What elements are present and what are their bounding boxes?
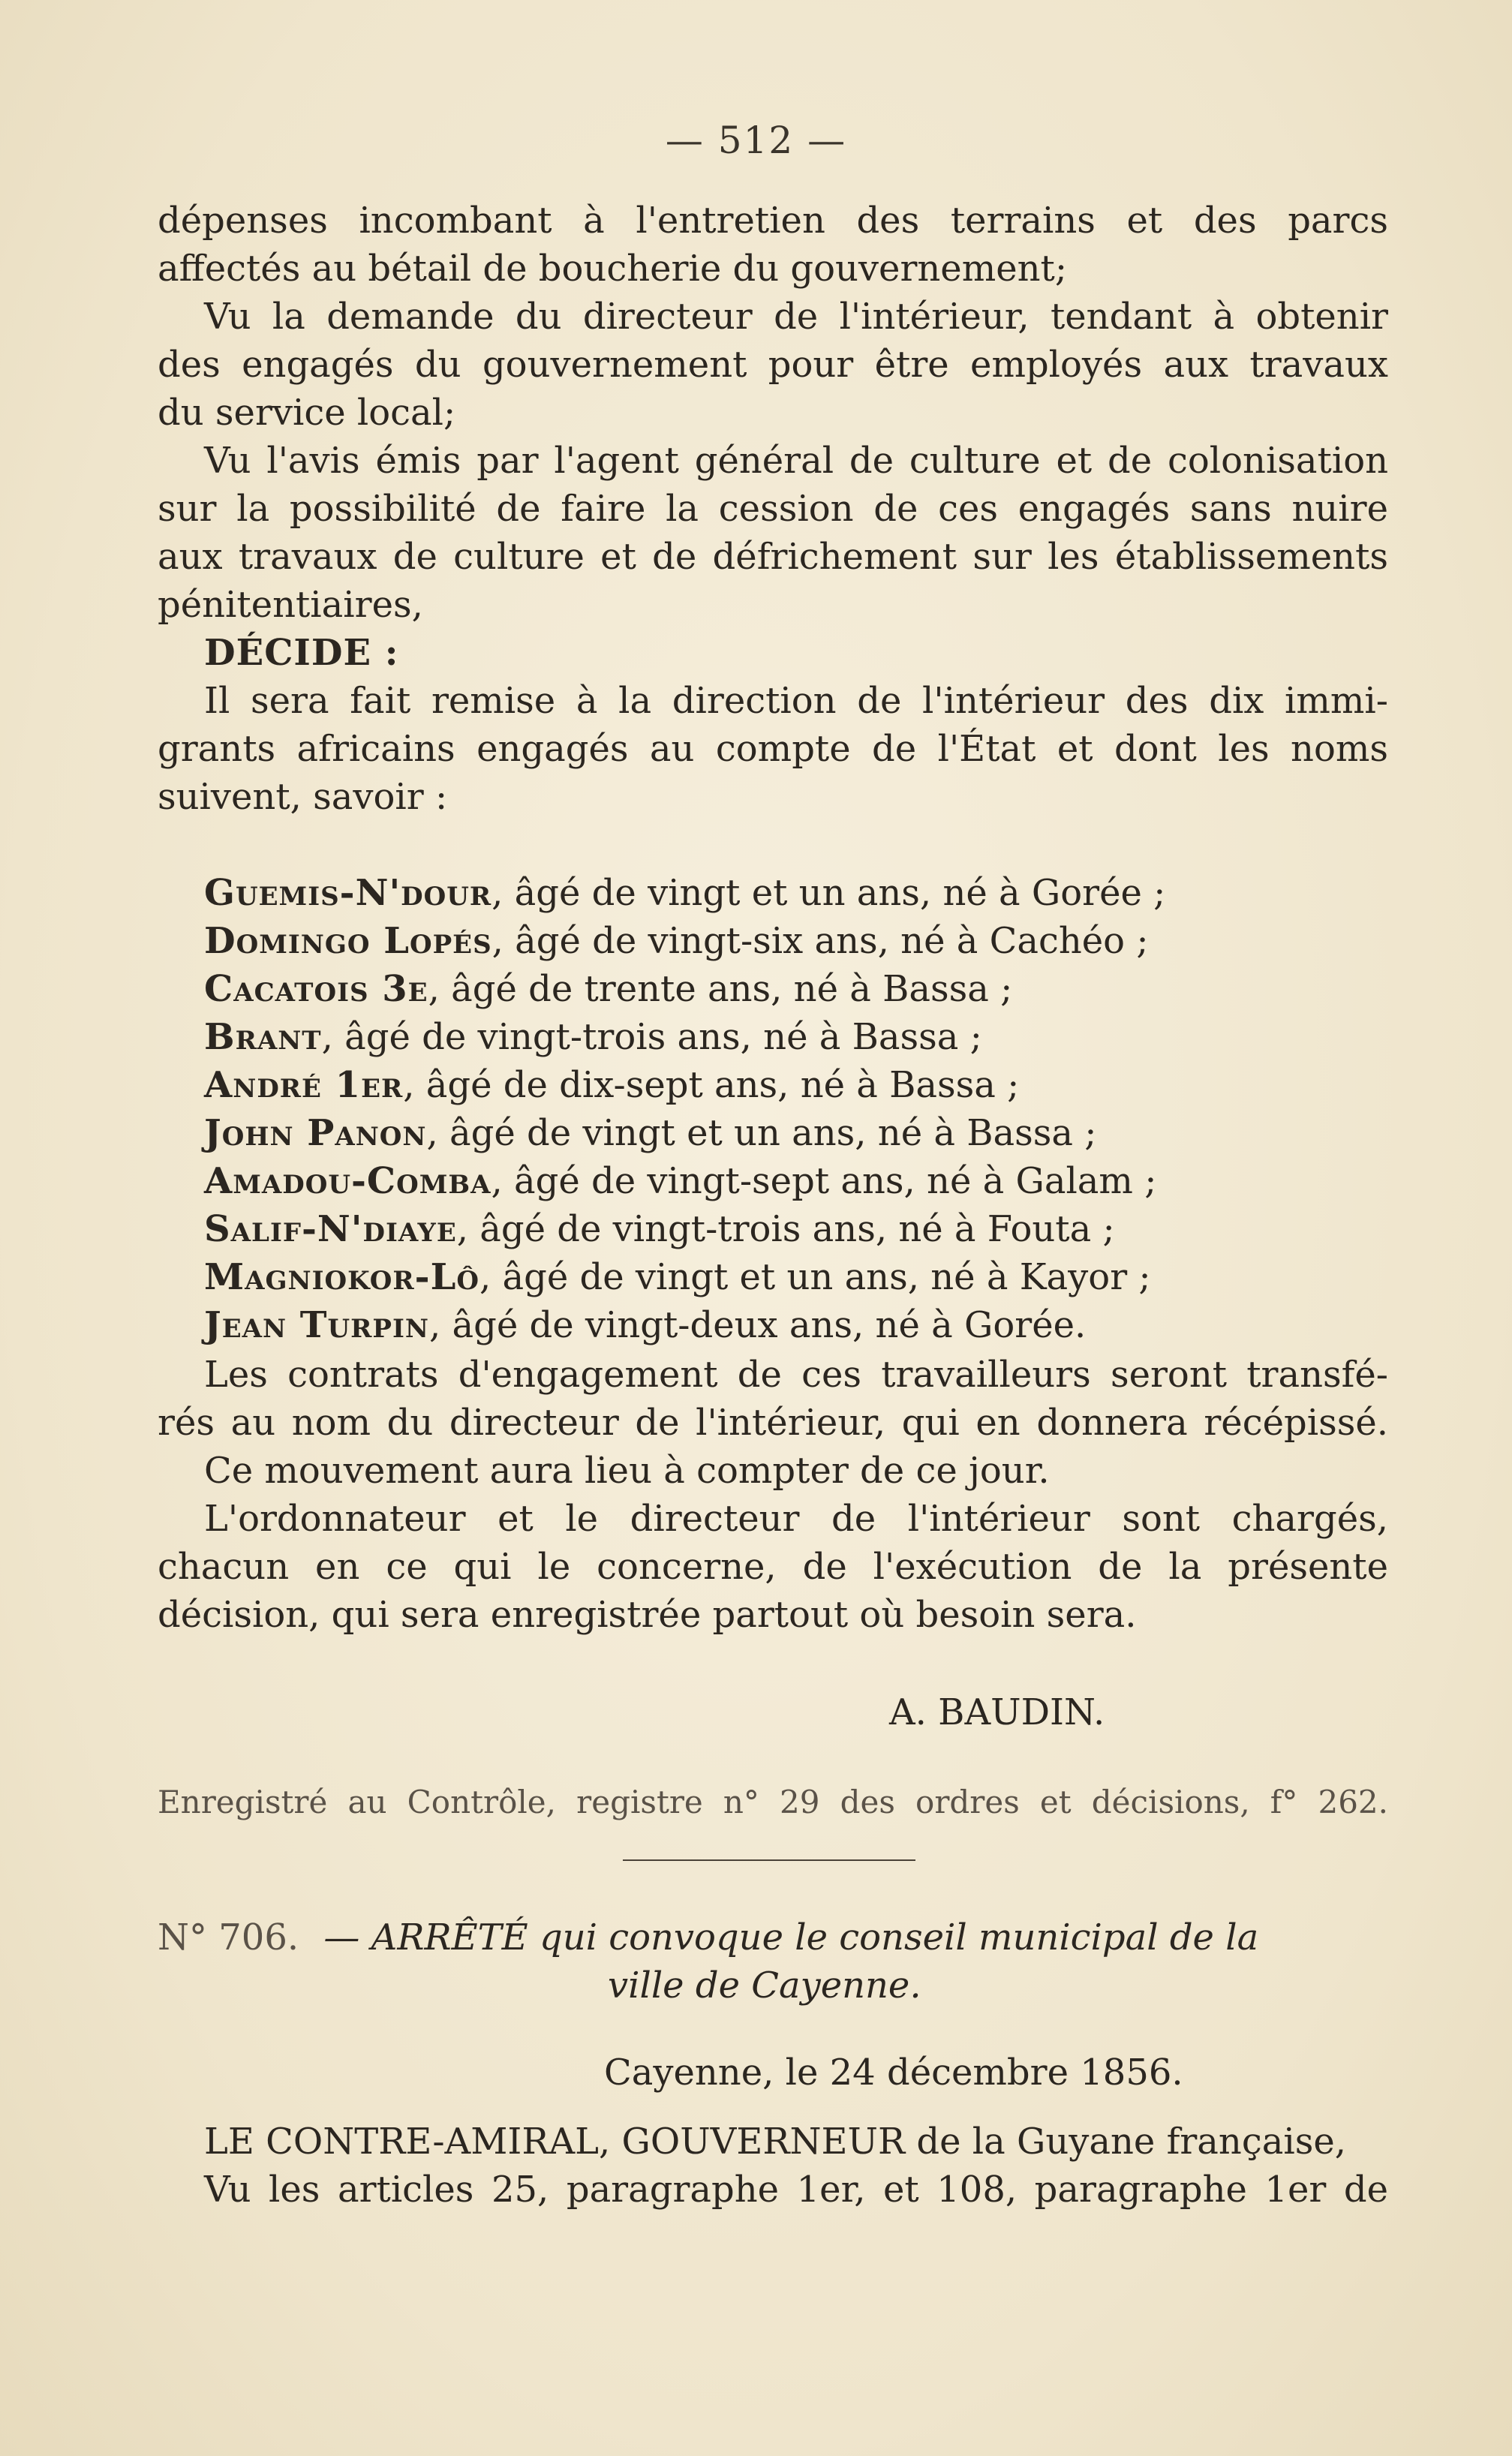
immigrant-details: , âgé de vingt et un ans, né à Gorée ; (491, 872, 1166, 914)
list-item (158, 1109, 1388, 1157)
immigrant-details: , âgé de vingt-sept ans, né à Galam ; (491, 1160, 1157, 1202)
text-line: décision, qui sera enregistrée partout où besoin sera. (158, 1594, 1137, 1636)
list-item (158, 869, 1388, 917)
registration-note: Enregistré au Contrôle, registre n° 29 des ordres et décisions, f° 262. (158, 1784, 1388, 1820)
text-line: rés au nom du directeur de l'intérieur, qui en donnera récépissé. (158, 1402, 1388, 1444)
immigrant-name: Salif-N'diaye (204, 1208, 457, 1250)
text-line: pénitentiaires, (158, 584, 423, 626)
closing-body (158, 1351, 1388, 1639)
immigrant-name: John Panon (204, 1112, 427, 1154)
arrete-date-block (158, 2049, 1388, 2097)
signature-block (158, 1688, 1388, 1736)
section-divider (623, 1859, 915, 1861)
text-line: suivent, savoir : (158, 776, 448, 818)
immigrant-details: , âgé de vingt et un ans, né à Bassa ; (426, 1112, 1097, 1154)
text-line: du service local; (158, 392, 456, 434)
list-item (158, 965, 1388, 1013)
immigrant-list (158, 869, 1388, 1349)
text-line: des engagés du gouvernement pour être employés aux travaux (158, 344, 1388, 386)
immigrant-name: Guemis-N'dour (204, 872, 492, 914)
immigrant-details: , âgé de vingt-trois ans, né à Fouta ; (456, 1208, 1115, 1250)
arrete-number: N° 706. (158, 1916, 299, 1958)
text-line: Vu l'avis émis par l'agent général de culture et de colonisation (204, 440, 1388, 482)
arrete-date: Cayenne, le 24 décembre 1856. (604, 2052, 1183, 2094)
immigrant-name: Cacatois 3e (204, 968, 428, 1010)
text-line: L'ordonnateur et le directeur de l'intérieur sont chargés, (204, 1498, 1388, 1540)
list-item (158, 1157, 1388, 1205)
arrete-title (158, 1913, 1388, 1961)
text-line: grants africains engagés au compte de l'État et dont les noms (158, 728, 1388, 770)
text-line: aux travaux de culture et de défrichement sur les établissements (158, 536, 1388, 578)
text-line: chacun en ce qui le concerne, de l'exécution de la présente (158, 1546, 1388, 1588)
immigrant-name: Amadou-Comba (204, 1160, 491, 1202)
text-line: Les contrats d'engagement de ces travailleurs seront transfé- (204, 1354, 1388, 1396)
immigrant-name: Jean Turpin (204, 1304, 429, 1346)
arrete-body (158, 2118, 1388, 2214)
immigrant-name: Brant (204, 1016, 322, 1058)
text-line: Il sera fait remise à la direction de l'intérieur des dix immi- (204, 680, 1388, 722)
immigrant-details: , âgé de trente ans, né à Bassa ; (428, 968, 1013, 1010)
arrete-title-line1: — ARRÊTÉ qui convoque le conseil municipal de la (323, 1916, 1259, 1958)
registration-block (158, 1778, 1388, 1826)
list-item (158, 1253, 1388, 1301)
list-item (158, 1205, 1388, 1253)
signature: A. BAUDIN. (889, 1691, 1105, 1733)
immigrant-details: , âgé de vingt-deux ans, né à Gorée. (428, 1304, 1087, 1346)
arrete-title-line2: ville de Cayenne. (608, 1964, 921, 2007)
text-line: Ce mouvement aura lieu à compter de ce jour. (204, 1450, 1050, 1492)
text-line: sur la possibilité de faire la cession de ces engagés sans nuire (158, 488, 1388, 530)
text-line: LE CONTRE-AMIRAL, GOUVERNEUR de la Guyane française, (204, 2121, 1346, 2163)
list-item (158, 1301, 1388, 1349)
page-number: — 512 — (665, 119, 847, 162)
list-item (158, 1061, 1388, 1109)
text-line: dépenses incombant à l'entretien des terrains et des parcs (158, 200, 1388, 242)
text-line: Vu la demande du directeur de l'intérieur, tendant à obtenir (204, 296, 1388, 338)
decide-heading: DÉCIDE : (204, 632, 399, 674)
list-item (158, 917, 1388, 965)
list-item (158, 1013, 1388, 1061)
immigrant-name: Domingo Lopés (204, 920, 492, 962)
immigrant-name: André 1er (204, 1064, 404, 1106)
immigrant-details: , âgé de vingt-trois ans, né à Bassa ; (321, 1016, 982, 1058)
immigrant-details: , âgé de dix-sept ans, né à Bassa ; (403, 1064, 1020, 1106)
text-line: Vu les articles 25, paragraphe 1er, et 108, paragraphe 1er de (204, 2169, 1388, 2211)
text-line: affectés au bétail de boucherie du gouvernement; (158, 248, 1067, 290)
immigrant-details: , âgé de vingt et un ans, né à Kayor ; (479, 1256, 1151, 1298)
arrete-header (158, 1913, 1388, 2010)
immigrant-name: Magniokor-Lô (204, 1256, 479, 1298)
immigrant-details: , âgé de vingt-six ans, né à Cachéo ; (491, 920, 1149, 962)
decision-body (158, 197, 1388, 821)
